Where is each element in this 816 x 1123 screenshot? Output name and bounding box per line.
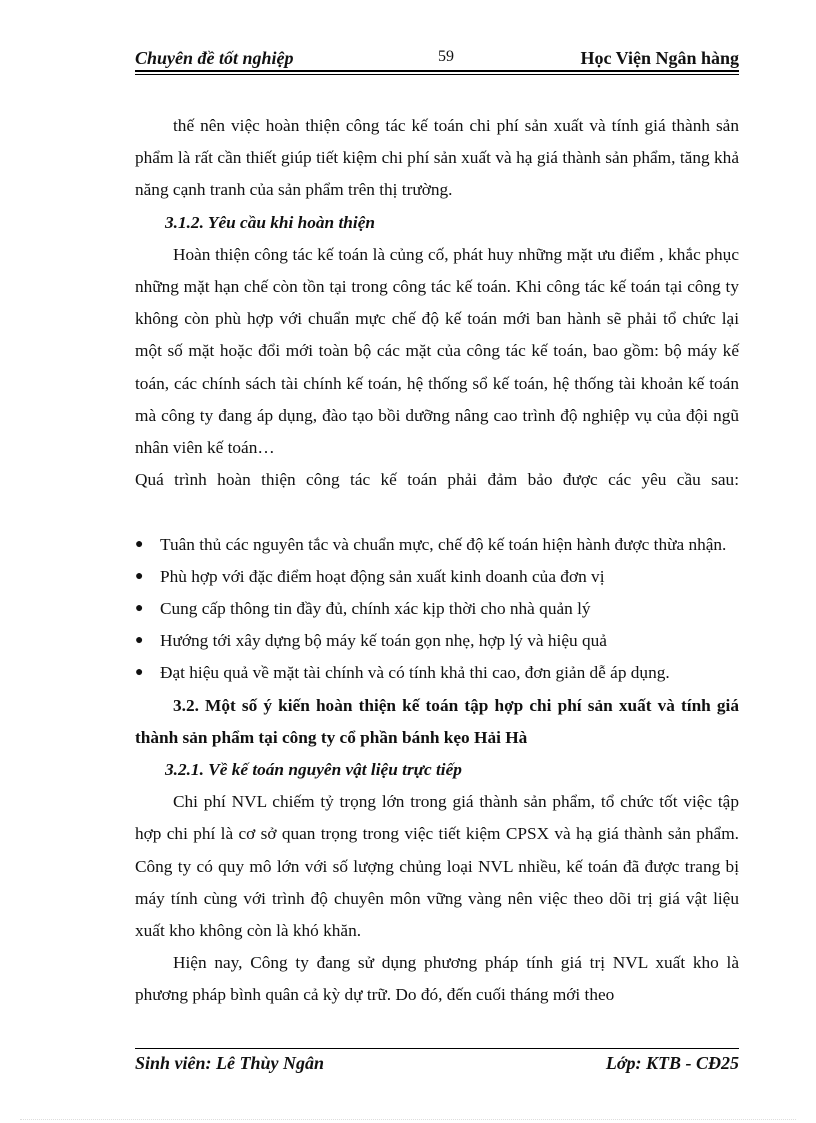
page-header bbox=[135, 44, 739, 72]
page-edge-divider bbox=[20, 1119, 796, 1120]
paragraph-requirements: Hoàn thiện công tác kế toán là củng cố, phát huy những mặt ưu điểm , khắc phục những mặt hạn chế còn tồn tại trong công tác kế toán. Khi công tác kế toán tại công ty không còn phù hợp với chuẩn mực chế độ kế toán mới ban hành sẽ phải tổ chức lại một số mặt hoặc đổi mới toàn bộ các mặt của công tác kế toán, bao gồm: bộ máy kế toán, các chính sách tài chính kế toán, hệ thống sổ kế toán, hệ thống tài khoản kế toán mà công ty đang áp dụng, đào tạo bồi dưỡng nâng cao trình độ nghiệp vụ của đội ngũ nhân viên kế toán… bbox=[135, 244, 739, 458]
heading-3-1-2: 3.1.2. Yêu cầu khi hoàn thiện bbox=[165, 212, 375, 232]
page-body bbox=[135, 110, 739, 1012]
list-item: ● Cung cấp thông tin đầy đủ, chính xác kịp thời cho nhà quản lý bbox=[135, 593, 739, 625]
header-thesis-title: Chuyên đề tốt nghiệp bbox=[135, 48, 294, 68]
paragraph-intro: thế nên việc hoàn thiện công tác kế toán chi phí sản xuất và tính giá thành sản phẩm là rất cần thiết giúp tiết kiệm chi phí sản xuất và hạ giá thành sản phẩm, tăng khả năng cạnh tranh của sản phẩm trên thị trường. bbox=[135, 116, 739, 200]
heading-3-2-1: 3.2.1. Về kế toán nguyên vật liệu trực tiếp bbox=[165, 760, 462, 780]
paragraph-valuation-method: Hiện nay, Công ty đang sử dụng phương pháp tính giá trị NVL xuất kho là phương pháp bình quân cả kỳ dự trữ. Do đó, đến cuối tháng mới theo bbox=[135, 953, 739, 1005]
list-item: ● Đạt hiệu quả về mặt tài chính và có tính khả thi cao, đơn giản dễ áp dụng. bbox=[135, 657, 739, 689]
bullet-icon: ● bbox=[135, 536, 144, 552]
requirements-list bbox=[135, 529, 739, 690]
bullet-icon: ● bbox=[135, 601, 144, 617]
header-institution: Học Viện Ngân hàng bbox=[580, 48, 739, 68]
list-item: ● Phù hợp với đặc điểm hoạt động sản xuất kinh doanh của đơn vị bbox=[135, 561, 739, 593]
paragraph-materials-cost: Chi phí NVL chiếm tỷ trọng lớn trong giá thành sản phẩm, tổ chức tốt việc tập hợp chi phí là cơ sở quan trọng trong việc tiết kiệm CPSX và hạ giá thành sản phẩm. Công ty có quy mô lớn với số lượng chủng loại NVL nhiều, kế toán đã được trang bị máy tính cùng với trình độ chuyên môn vững vàng nên việc theo dõi trị giá vật liệu xuất kho không còn là khó khăn. bbox=[135, 792, 739, 941]
list-item: ● Tuân thủ các nguyên tắc và chuẩn mực, chế độ kế toán hiện hành được thừa nhận. bbox=[135, 529, 739, 561]
list-item: ● Hướng tới xây dựng bộ máy kế toán gọn nhẹ, hợp lý và hiệu quả bbox=[135, 625, 739, 657]
bullet-icon: ● bbox=[135, 633, 144, 649]
bullet-icon: ● bbox=[135, 665, 144, 681]
bullet-icon: ● bbox=[135, 568, 144, 584]
footer-student: Sinh viên: Lê Thùy Ngân bbox=[135, 1053, 325, 1073]
page-footer bbox=[135, 1048, 739, 1077]
footer-class: Lớp: KTB - CĐ25 bbox=[605, 1053, 739, 1073]
page-number: 59 bbox=[438, 48, 454, 65]
header-rule bbox=[135, 74, 739, 75]
paragraph-requirements-lead: Quá trình hoàn thiện công tác kế toán phải đảm bảo được các yêu cầu sau: bbox=[135, 470, 739, 490]
heading-3-2: 3.2. Một số ý kiến hoàn thiện kế toán tập hợp chi phí sản xuất và tính giá thành sản phẩm tại công ty cổ phần bánh kẹo Hải Hà bbox=[135, 695, 739, 747]
